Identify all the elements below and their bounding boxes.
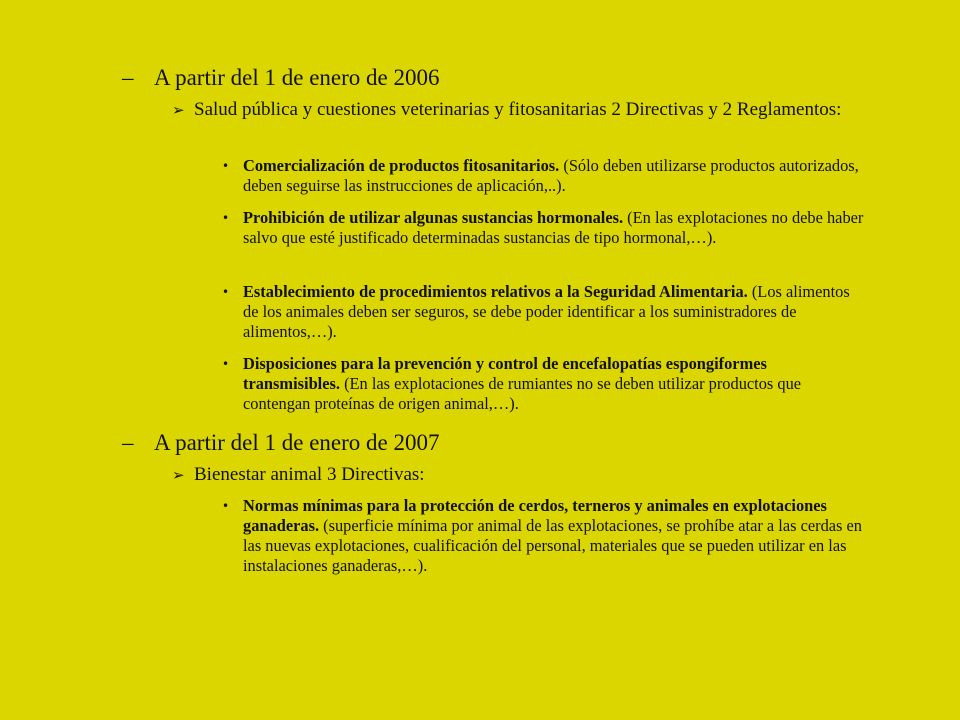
list-item-detail: (En las explotaciones de rumiantes no se deben utilizar productos que contengan proteínas de origen animal,…). (243, 374, 802, 413)
dash-bullet: – (122, 430, 134, 455)
arrow-bullet-icon: ➢ (172, 101, 185, 119)
list-item (222, 282, 867, 342)
list-item-text (243, 156, 867, 196)
dash-bullet: – (122, 65, 134, 90)
list-item-bold: Normas mínimas para la protección de cerdos, terneros y animales en explotaciones ganaderas. (243, 496, 827, 535)
list-item-bold: Comercialización de productos fitosanitarios. (243, 156, 560, 175)
group-text: Bienestar animal 3 Directivas: (194, 464, 425, 485)
section-heading-2007 (122, 429, 440, 456)
list-item-bold: Disposiciones para la prevención y control de encefalopatías espongiformes transmisibles. (243, 354, 767, 393)
dot-bullet-icon: • (222, 285, 230, 299)
list-item-text (243, 496, 867, 576)
section-heading-2006 (122, 64, 440, 91)
dot-bullet-icon: • (222, 499, 230, 513)
list-item (222, 354, 867, 414)
list-item (222, 208, 867, 248)
list-item-text (243, 282, 867, 342)
list-item-detail: (Los alimentos de los animales deben ser seguros, se debe poder identificar a los suministradores de alimentos,…). (243, 282, 850, 341)
list-item (222, 156, 867, 196)
list-item-detail: (superficie mínima por animal de las explotaciones, se prohíbe atar a las cerdas en las nuevas explotaciones, cualificación del personal, materiales que se pueden utilizar en las instalaciones ganaderas,…). (243, 516, 863, 575)
list-item (222, 496, 867, 576)
group-animal-welfare (172, 464, 872, 486)
list-item-text (243, 354, 867, 414)
group-text: Salud pública y cuestiones veterinarias y fitosanitarias 2 Directivas y 2 Reglamentos: (194, 99, 842, 120)
dot-bullet-icon: • (222, 159, 230, 173)
group-public-health (172, 99, 872, 121)
list-item-detail: (En las explotaciones no debe haber salvo que esté justificado determinadas sustancias de tipo hormonal,…). (243, 208, 864, 247)
arrow-bullet-icon: ➢ (172, 466, 185, 484)
section-heading-text: A partir del 1 de enero de 2007 (154, 430, 440, 455)
list-item-bold: Prohibición de utilizar algunas sustancias hormonales. (243, 208, 624, 227)
list-item-detail: (Sólo deben utilizarse productos autorizados, deben seguirse las instrucciones de aplicación,..). (243, 156, 859, 195)
list-item-bold: Establecimiento de procedimientos relativos a la Seguridad Alimentaria. (243, 282, 748, 301)
dot-bullet-icon: • (222, 357, 230, 371)
section-heading-text: A partir del 1 de enero de 2006 (154, 65, 440, 90)
list-item-text (243, 208, 867, 248)
dot-bullet-icon: • (222, 211, 230, 225)
